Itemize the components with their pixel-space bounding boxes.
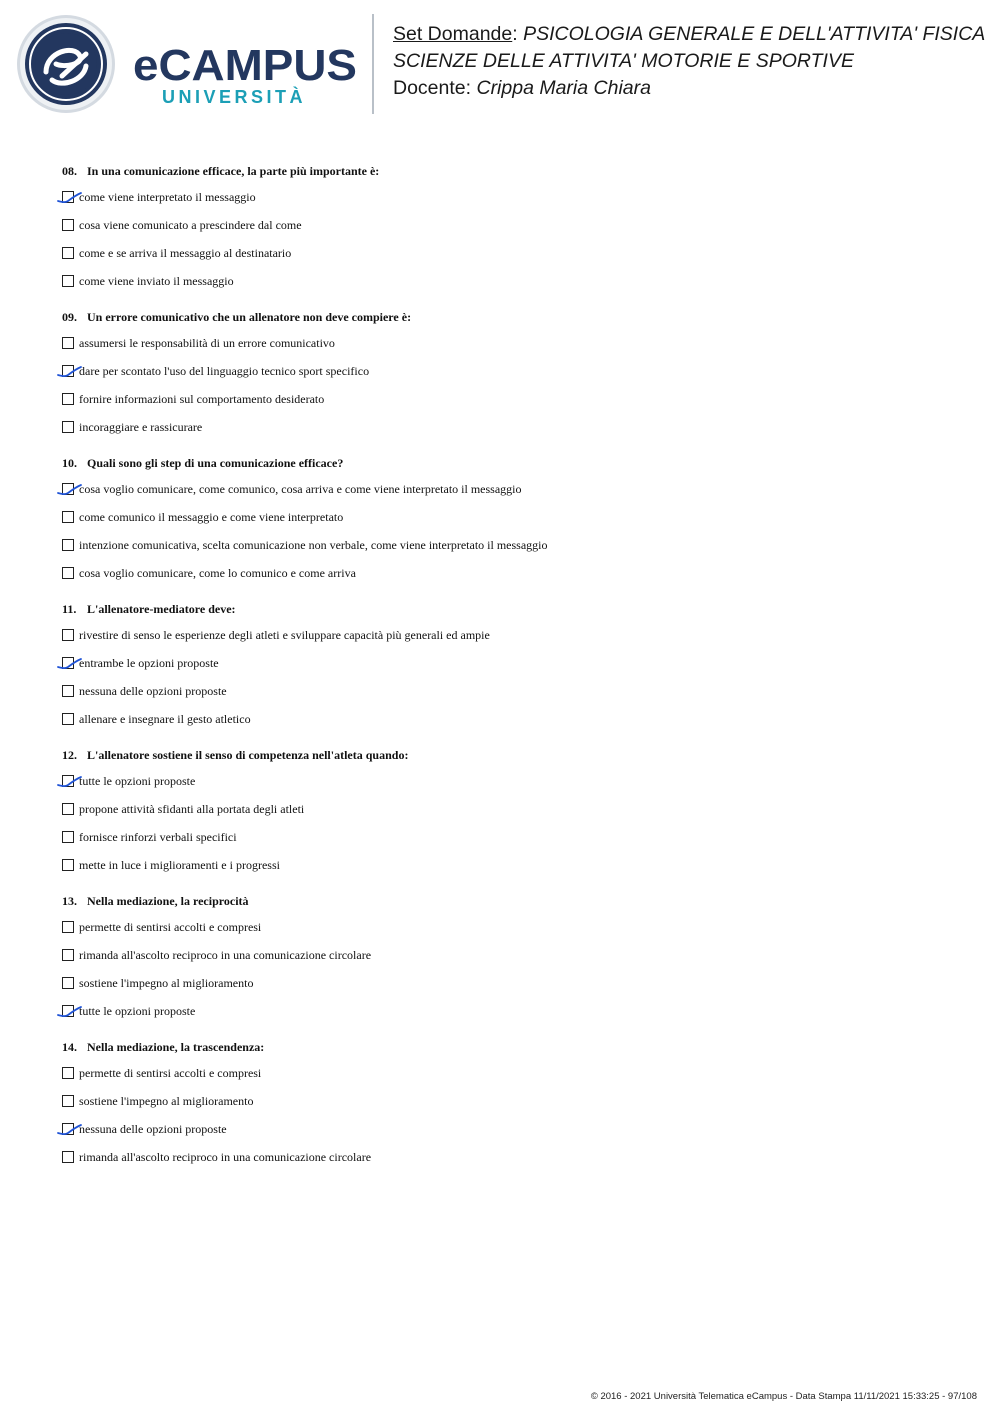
ecampus-wordmark [133, 44, 357, 84]
question-text: Un errore comunicativo che un allenatore non deve compiere è: [87, 310, 412, 324]
handwritten-check-icon [56, 479, 84, 499]
handwritten-check-icon [56, 187, 84, 207]
answer-option[interactable] [62, 559, 962, 587]
question-text: L'allenatore-mediatore deve: [87, 602, 236, 616]
docente-line: Docente: Crippa Maria Chiara [393, 77, 651, 99]
answer-text: cosa voglio comunicare, come lo comunico e come arriva [79, 565, 356, 580]
course-title: SCIENZE DELLE ATTIVITA' MOTORIE E SPORTIVE [393, 50, 854, 72]
question-block [62, 1035, 962, 1171]
answer-text: dare per scontato l'uso del linguaggio tecnico sport specifico [79, 363, 370, 378]
question-block [62, 159, 962, 295]
answer-option[interactable] [62, 503, 962, 531]
answer-option[interactable] [62, 677, 962, 705]
answer-checkbox[interactable] [62, 421, 74, 433]
question-number: 10. [62, 456, 77, 470]
question-title [62, 1035, 962, 1059]
set-label: Set Domande [393, 23, 513, 45]
handwritten-check-icon [56, 771, 84, 791]
page-header [0, 0, 1000, 130]
question-number: 09. [62, 310, 77, 324]
answer-checkbox[interactable] [62, 977, 74, 989]
answer-option[interactable] [62, 941, 962, 969]
answer-text: sostiene l'impegno al miglioramento [79, 1093, 254, 1108]
answer-option[interactable] [62, 183, 962, 211]
answer-checkbox[interactable] [62, 803, 74, 815]
answer-text: sostiene l'impegno al miglioramento [79, 975, 254, 990]
answer-checkbox[interactable] [62, 1151, 74, 1163]
answer-checkbox[interactable] [62, 949, 74, 961]
answer-checkbox[interactable] [62, 1095, 74, 1107]
answer-text: allenare e insegnare il gesto atletico [79, 711, 251, 726]
answer-text: propone attività sfidanti alla portata degli atleti [79, 801, 305, 816]
question-text: Nella mediazione, la trascendenza: [87, 1040, 265, 1054]
handwritten-check-icon [56, 1001, 84, 1021]
answer-option[interactable] [62, 1143, 962, 1171]
answer-option[interactable] [62, 1059, 962, 1087]
page-footer: © 2016 - 2021 Università Telematica eCampus - Data Stampa 11/11/2021 15:33:25 - 97/108 [590, 1391, 977, 1402]
handwritten-check-icon [56, 1119, 84, 1139]
answer-option[interactable] [62, 413, 962, 441]
handwritten-check-icon [56, 361, 84, 381]
logo-subtitle: UNIVERSITÀ [162, 87, 307, 107]
docente-name: Crippa Maria Chiara [476, 77, 651, 99]
answer-text: rivestire di senso le esperienze degli atleti e sviluppare capacità più generali ed ampie [79, 627, 490, 642]
answer-option[interactable] [62, 357, 962, 385]
question-title [62, 159, 962, 183]
answer-option[interactable] [62, 823, 962, 851]
answer-checkbox[interactable] [62, 567, 74, 579]
answer-option[interactable] [62, 475, 962, 503]
answer-option[interactable] [62, 767, 962, 795]
answer-option[interactable] [62, 239, 962, 267]
answer-option[interactable] [62, 851, 962, 879]
answer-text: come comunico il messaggio e come viene interpretato [79, 509, 344, 524]
question-title [62, 597, 962, 621]
question-text: Nella mediazione, la reciprocità [87, 894, 249, 908]
question-title [62, 743, 962, 767]
answer-text: cosa voglio comunicare, come comunico, cosa arriva e come viene interpretato il messaggio [79, 481, 522, 496]
answer-option[interactable] [62, 649, 962, 677]
answer-checkbox[interactable] [62, 393, 74, 405]
answer-text: fornire informazioni sul comportamento desiderato [79, 391, 325, 406]
header-info [393, 21, 985, 102]
set-line: Set Domande: PSICOLOGIA GENERALE E DELL'ATTIVITA' FISICA [393, 23, 986, 45]
handwritten-check-icon [56, 653, 84, 673]
question-block [62, 597, 962, 733]
question-title [62, 451, 962, 475]
question-block [62, 743, 962, 879]
answer-checkbox[interactable] [62, 713, 74, 725]
question-number: 14. [62, 1040, 77, 1054]
answer-option[interactable] [62, 211, 962, 239]
question-number: 13. [62, 894, 77, 908]
answer-option[interactable] [62, 621, 962, 649]
logo-word-text: eCAMPUS [133, 44, 357, 84]
answer-checkbox[interactable] [62, 247, 74, 259]
answer-checkbox[interactable] [62, 629, 74, 641]
answer-option[interactable] [62, 267, 962, 295]
question-number: 08. [62, 164, 77, 178]
answer-option[interactable] [62, 705, 962, 733]
header-divider [372, 14, 374, 114]
answer-text: rimanda all'ascolto reciproco in una comunicazione circolare [79, 1149, 372, 1164]
answer-option[interactable] [62, 329, 962, 357]
answer-checkbox[interactable] [62, 337, 74, 349]
ecampus-seal-logo [16, 14, 116, 114]
answer-checkbox[interactable] [62, 1067, 74, 1079]
answer-option[interactable] [62, 795, 962, 823]
answer-text: mette in luce i miglioramenti e i progressi [79, 857, 280, 872]
answer-option[interactable] [62, 969, 962, 997]
question-block [62, 305, 962, 441]
answer-text: nessuna delle opzioni proposte [79, 1121, 227, 1136]
answer-text: entrambe le opzioni proposte [79, 655, 219, 670]
answer-text: incoraggiare e rassicurare [79, 419, 203, 434]
docente-label: Docente [393, 77, 466, 99]
answer-text: come viene inviato il messaggio [79, 273, 234, 288]
answer-text: intenzione comunicativa, scelta comunicazione non verbale, come viene interpretato il messaggio [79, 537, 548, 552]
answer-checkbox[interactable] [62, 511, 74, 523]
answer-text: permette di sentirsi accolti e compresi [79, 1065, 262, 1080]
answer-checkbox[interactable] [62, 539, 74, 551]
course-line [393, 48, 985, 75]
question-text: In una comunicazione efficace, la parte più importante è: [87, 164, 380, 178]
answer-text: nessuna delle opzioni proposte [79, 683, 227, 698]
answer-text: cosa viene comunicato a prescindere dal come [79, 217, 302, 232]
answer-text: assumersi le responsabilità di un errore comunicativo [79, 335, 335, 350]
question-title [62, 889, 962, 913]
question-block [62, 889, 962, 1025]
answer-checkbox[interactable] [62, 831, 74, 843]
answer-text: fornisce rinforzi verbali specifici [79, 829, 237, 844]
answer-text: rimanda all'ascolto reciproco in una comunicazione circolare [79, 947, 372, 962]
answer-text: tutte le opzioni proposte [79, 773, 196, 788]
answer-option[interactable] [62, 997, 962, 1025]
question-block [62, 451, 962, 587]
answer-checkbox[interactable] [62, 219, 74, 231]
answer-option[interactable] [62, 1087, 962, 1115]
question-list [62, 159, 962, 1181]
answer-checkbox[interactable] [62, 859, 74, 871]
set-title: PSICOLOGIA GENERALE E DELL'ATTIVITA' FISICA [523, 23, 986, 45]
question-text: L'allenatore sostiene il senso di competenza nell'atleta quando: [87, 748, 409, 762]
question-text: Quali sono gli step di una comunicazione efficace? [87, 456, 344, 470]
answer-text: come viene interpretato il messaggio [79, 189, 256, 204]
answer-checkbox[interactable] [62, 275, 74, 287]
answer-checkbox[interactable] [62, 685, 74, 697]
answer-text: come e se arriva il messaggio al destinatario [79, 245, 292, 260]
answer-text: permette di sentirsi accolti e compresi [79, 919, 262, 934]
question-number: 12. [62, 748, 77, 762]
answer-checkbox[interactable] [62, 921, 74, 933]
question-title [62, 305, 962, 329]
answer-option[interactable] [62, 385, 962, 413]
answer-text: tutte le opzioni proposte [79, 1003, 196, 1018]
answer-option[interactable] [62, 1115, 962, 1143]
answer-option[interactable] [62, 913, 962, 941]
question-number: 11. [62, 602, 77, 616]
answer-option[interactable] [62, 531, 962, 559]
